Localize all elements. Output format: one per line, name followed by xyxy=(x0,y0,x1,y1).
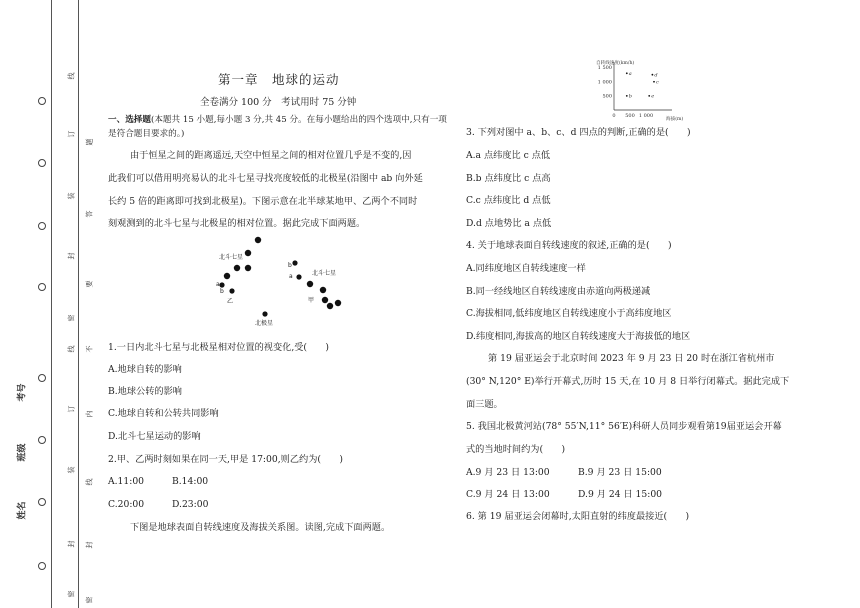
binding-edge-char: 密 xyxy=(67,314,76,322)
star-figure xyxy=(210,232,360,332)
x-tick-label: 1 000 xyxy=(638,113,654,119)
q5-option-d: D.9 月 24 日 15:00 xyxy=(578,489,663,500)
binding-edge-char: 订 xyxy=(67,405,76,413)
binding-edge-char: 装 xyxy=(67,466,76,474)
q3-option-a: A.a 点纬度比 c 点低 xyxy=(466,150,551,161)
q3-option-c: C.c 点纬度比 d 点低 xyxy=(466,195,551,206)
speed-altitude-chart xyxy=(588,58,688,122)
data-point-c xyxy=(653,81,655,83)
binding-hole xyxy=(38,97,46,105)
star xyxy=(229,288,234,293)
q1-option-c: C.地球自转和公转共同影响 xyxy=(108,408,219,419)
binding-edge-char: 装 xyxy=(67,192,76,200)
y-tick-label: 1 000 xyxy=(597,79,612,86)
q5-option-a: A.9 月 23 日 13:00 xyxy=(466,467,550,478)
q5-option-b: B.9 月 23 日 15:00 xyxy=(578,467,662,478)
q6-stem: 6. 第 19 届亚运会闭幕时,太阳直射的纬度最接近( ) xyxy=(466,511,690,522)
section-heading: 一、选择题 xyxy=(108,115,151,125)
q4-option-d: D.纬度相同,海拔高的地区自转线速度大于海拔低的地区 xyxy=(466,331,691,342)
passage3-line-2: (30° N,120° E)举行开幕式,历时 15 天,在 10 月 8 日举行闭幕式。据此完成下 xyxy=(466,376,790,387)
field-label: 考号 xyxy=(17,383,28,402)
section-instruction-1: (本题共 15 小题,每小题 3 分,共 45 分。在每小题给出的四个选项中,只有一项 xyxy=(150,115,447,125)
data-point-e xyxy=(648,95,650,97)
q1-option-d: D.北斗七星运动的影响 xyxy=(108,431,201,442)
binding-hole xyxy=(38,498,46,506)
star xyxy=(296,274,301,279)
polaris xyxy=(262,311,267,316)
data-label-a: a xyxy=(628,71,632,78)
binding-hole xyxy=(38,159,46,167)
passage3-line-3: 面三题。 xyxy=(466,399,503,410)
binding-inner-char: 不 xyxy=(85,345,94,353)
data-label-b: b xyxy=(628,93,633,100)
q1-option-b: B.地球公转的影响 xyxy=(108,386,182,397)
label-b-right: b xyxy=(288,262,292,269)
star xyxy=(292,260,297,265)
data-point-a xyxy=(626,72,628,74)
passage2: 下图是地球表面自转线速度及海拔关系图。读图,完成下面两题。 xyxy=(130,522,391,533)
y-tick-label: 500 xyxy=(602,93,612,100)
binding-edge-char: 线 xyxy=(67,345,76,353)
dipper-left xyxy=(219,237,261,294)
q1-option-a: A.地球自转的影响 xyxy=(108,364,182,375)
binding-hole xyxy=(38,562,46,570)
q4-option-c: C.海拔相同,低纬度地区自转线速度小于高纬度地区 xyxy=(466,308,672,319)
star xyxy=(219,282,224,287)
q4-option-b: B.同一经线地区自转线速度由赤道向两极递减 xyxy=(466,286,651,297)
binding-edge-char: 订 xyxy=(67,130,76,138)
field-label: 班级 xyxy=(17,443,28,462)
binding-hole xyxy=(38,374,46,382)
x-tick-label: 0 xyxy=(612,113,616,119)
binding-line-outer xyxy=(51,0,52,608)
label-a-left: a xyxy=(216,281,220,288)
binding-inner-char: 封 xyxy=(85,541,94,549)
y-axis-label: 自转线速度(km/h) xyxy=(596,61,635,66)
binding-edge-char: 密 xyxy=(67,590,76,598)
binding-edge-char: 封 xyxy=(67,252,76,260)
label-a-right: a xyxy=(289,273,293,280)
binding-hole xyxy=(38,436,46,444)
data-label-d: d xyxy=(654,72,658,79)
section-instruction-2: 是符合题目要求的。) xyxy=(108,129,185,139)
x-axis-label: 海拔(m) xyxy=(666,117,684,122)
q4-stem: 4. 关于地球表面自转线速度的叙述,正确的是( ) xyxy=(466,240,672,251)
passage1-line-3: 长约 5 倍的距离即可找到北极星)。下图示意在北半球某地甲、乙两个不同时 xyxy=(108,196,418,207)
star xyxy=(327,303,333,309)
page-subtitle: 全卷满分 100 分 考试用时 75 分钟 xyxy=(200,97,357,108)
data-label-c: c xyxy=(656,79,659,86)
star xyxy=(245,250,251,256)
data-point-b xyxy=(626,95,628,97)
q2-option-a: A.11:00 xyxy=(108,476,145,487)
y-tick-label: 1 500 xyxy=(597,65,612,72)
section-heading-line xyxy=(108,114,447,126)
label-dipper-right: 北斗七星 xyxy=(312,270,337,277)
passage1-line-1: 由于恒星之间的距离遥远,天空中恒星之间的相对位置几乎是不变的,因 xyxy=(130,150,412,161)
passage1-line-2: 此我们可以借用明亮易认的北斗七星寻找亮度较低的北极星(沿图中 ab 向外延 xyxy=(108,173,423,184)
binding-hole xyxy=(38,283,46,291)
binding-inner-char: 线 xyxy=(85,478,94,486)
binding-inner-char: 密 xyxy=(85,596,94,604)
page-title: 第一章 地球的运动 xyxy=(218,72,340,87)
binding-inner-char: 内 xyxy=(85,410,94,418)
label-polaris: 北极星 xyxy=(255,320,274,327)
passage3-line-1: 第 19 届亚运会于北京时间 2023 年 9 月 23 日 20 时在浙江省杭州市 xyxy=(488,353,775,364)
q2-option-b: B.14:00 xyxy=(172,476,209,487)
binding-inner-char: 题 xyxy=(85,138,94,146)
q3-option-d: D.d 点地势比 a 点低 xyxy=(466,218,552,229)
star xyxy=(224,273,230,279)
label-dipper-left: 北斗七星 xyxy=(219,254,244,261)
binding-inner-char: 答 xyxy=(85,210,94,218)
q2-stem: 2.甲、乙两时刻如果在同一天,甲是 17:00,则乙约为( ) xyxy=(108,454,343,465)
q5-option-c: C.9 月 24 日 13:00 xyxy=(466,489,550,500)
data-point-d xyxy=(652,74,654,76)
star xyxy=(234,265,240,271)
q2-option-d: D.23:00 xyxy=(172,499,209,510)
binding-edge-char: 线 xyxy=(67,72,76,80)
data-label-e: e xyxy=(651,93,655,100)
q1-stem: 1.一日内北斗七星与北极星相对位置的视变化,受( ) xyxy=(108,342,329,353)
star xyxy=(245,265,251,271)
q3-stem: 3. 下列对图中 a、b、c、d 四点的判断,正确的是( ) xyxy=(466,127,691,138)
q5-stem-1: 5. 我国北极黄河站(78° 55′N,11° 56′E)科研人员同步观看第19届亚运会开幕 xyxy=(466,421,782,432)
binding-line-inner xyxy=(78,0,79,608)
label-b-left: b xyxy=(220,288,224,295)
field-label: 姓名 xyxy=(17,501,28,520)
star xyxy=(335,300,341,306)
q4-option-a: A.同纬度地区自转线速度一样 xyxy=(466,263,586,274)
binding-edge-char: 封 xyxy=(67,540,76,548)
label-yi: 乙 xyxy=(227,298,234,305)
binding-inner-char: 要 xyxy=(85,280,94,288)
star xyxy=(307,281,313,287)
q5-stem-2: 式的当地时间约为( ) xyxy=(466,444,566,455)
star xyxy=(322,297,328,303)
star xyxy=(255,237,261,243)
binding-hole xyxy=(38,222,46,230)
q2-option-c: C.20:00 xyxy=(108,499,145,510)
x-tick-label: 500 xyxy=(625,113,635,119)
label-jia: 甲 xyxy=(308,297,315,304)
star xyxy=(320,287,326,293)
q3-option-b: B.b 点纬度比 c 点高 xyxy=(466,173,551,184)
passage1-line-4: 刻观测到的北斗七星与北极星的相对位置。据此完成下面两题。 xyxy=(108,218,366,229)
